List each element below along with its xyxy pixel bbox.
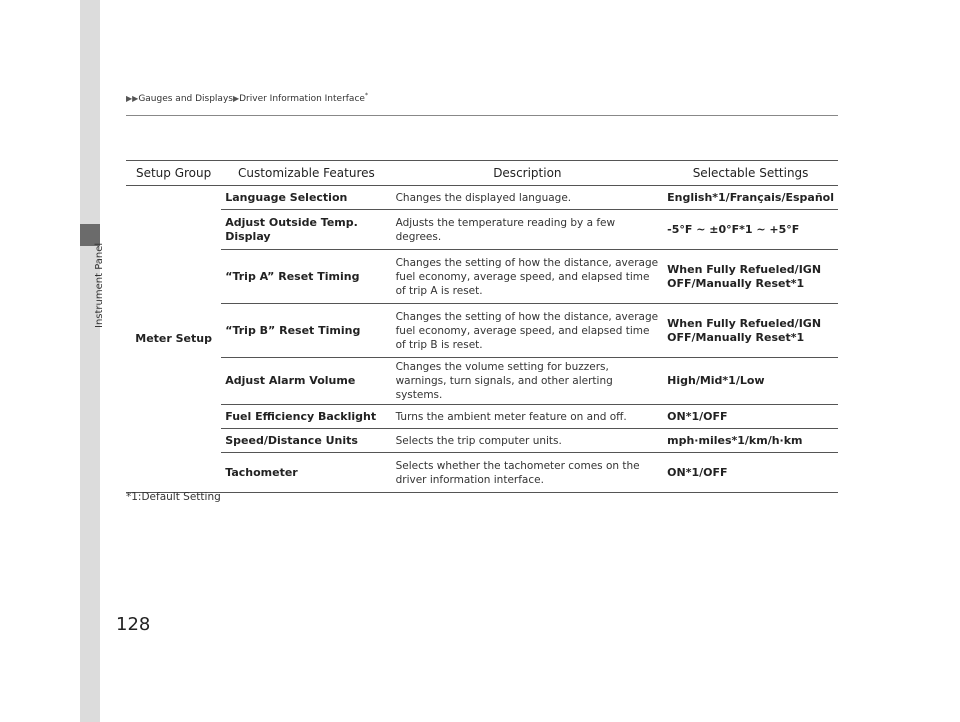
breadcrumb xyxy=(126,94,368,104)
asterisk-marker: * xyxy=(364,92,368,99)
settings-cell: When Fully Refueled/IGN OFF/Manually Reset*1 xyxy=(663,250,838,304)
arrow-icon: ▶ xyxy=(232,94,240,103)
settings-cell: ON*1/OFF xyxy=(663,453,838,493)
description-cell: Selects the trip computer units. xyxy=(392,429,664,453)
settings-cell: When Fully Refueled/IGN OFF/Manually Reset*1 xyxy=(663,304,838,358)
table-row xyxy=(126,358,838,405)
description-cell: Changes the setting of how the distance, average fuel economy, average speed, and elapsed time of trip B is reset. xyxy=(392,304,664,358)
table-row xyxy=(126,429,838,453)
table-header-row xyxy=(126,161,838,186)
description-cell: Turns the ambient meter feature on and off. xyxy=(392,405,664,429)
breadcrumb-item-dii[interactable]: Driver Information Interface xyxy=(239,94,365,104)
footnote: *1:Default Setting xyxy=(126,491,221,503)
breadcrumb-item-gauges[interactable]: Gauges and Displays xyxy=(138,94,233,104)
feature-cell: Tachometer xyxy=(221,453,391,493)
description-cell: Changes the setting of how the distance, average fuel economy, average speed, and elapsed time of trip A is reset. xyxy=(392,250,664,304)
setup-group-cell: Meter Setup xyxy=(126,186,221,493)
sidebar-tab-strip xyxy=(80,0,100,722)
header-settings: Selectable Settings xyxy=(663,161,838,186)
table-row xyxy=(126,186,838,210)
table-row xyxy=(126,250,838,304)
page-number: 128 xyxy=(116,614,151,635)
description-cell: Changes the displayed language. xyxy=(392,186,664,210)
header-divider xyxy=(126,115,838,116)
table-row xyxy=(126,453,838,493)
feature-cell: Fuel Efficiency Backlight xyxy=(221,405,391,429)
feature-cell: Language Selection xyxy=(221,186,391,210)
description-cell: Selects whether the tachometer comes on the driver information interface. xyxy=(392,453,664,493)
double-arrow-icon: ▶▶ xyxy=(126,94,139,103)
table-row xyxy=(126,405,838,429)
settings-cell: English*1/Français/Español xyxy=(663,186,838,210)
settings-cell: High/Mid*1/Low xyxy=(663,358,838,405)
sidebar-label: Instrument Panel xyxy=(94,242,105,328)
header-description: Description xyxy=(392,161,664,186)
feature-cell: Adjust Alarm Volume xyxy=(221,358,391,405)
description-cell: Changes the volume setting for buzzers, warnings, turn signals, and other alerting systems. xyxy=(392,358,664,405)
table-row xyxy=(126,210,838,250)
feature-cell: “Trip A” Reset Timing xyxy=(221,250,391,304)
description-cell: Adjusts the temperature reading by a few degrees. xyxy=(392,210,664,250)
feature-cell: Speed/Distance Units xyxy=(221,429,391,453)
feature-cell: Adjust Outside Temp. Display xyxy=(221,210,391,250)
settings-cell: mph·miles*1/km/h·km xyxy=(663,429,838,453)
table-row xyxy=(126,304,838,358)
settings-table xyxy=(126,160,838,493)
header-features: Customizable Features xyxy=(221,161,391,186)
feature-cell: “Trip B” Reset Timing xyxy=(221,304,391,358)
settings-cell: -5°F ~ ±0°F*1 ~ +5°F xyxy=(663,210,838,250)
header-setup-group: Setup Group xyxy=(126,161,221,186)
settings-cell: ON*1/OFF xyxy=(663,405,838,429)
